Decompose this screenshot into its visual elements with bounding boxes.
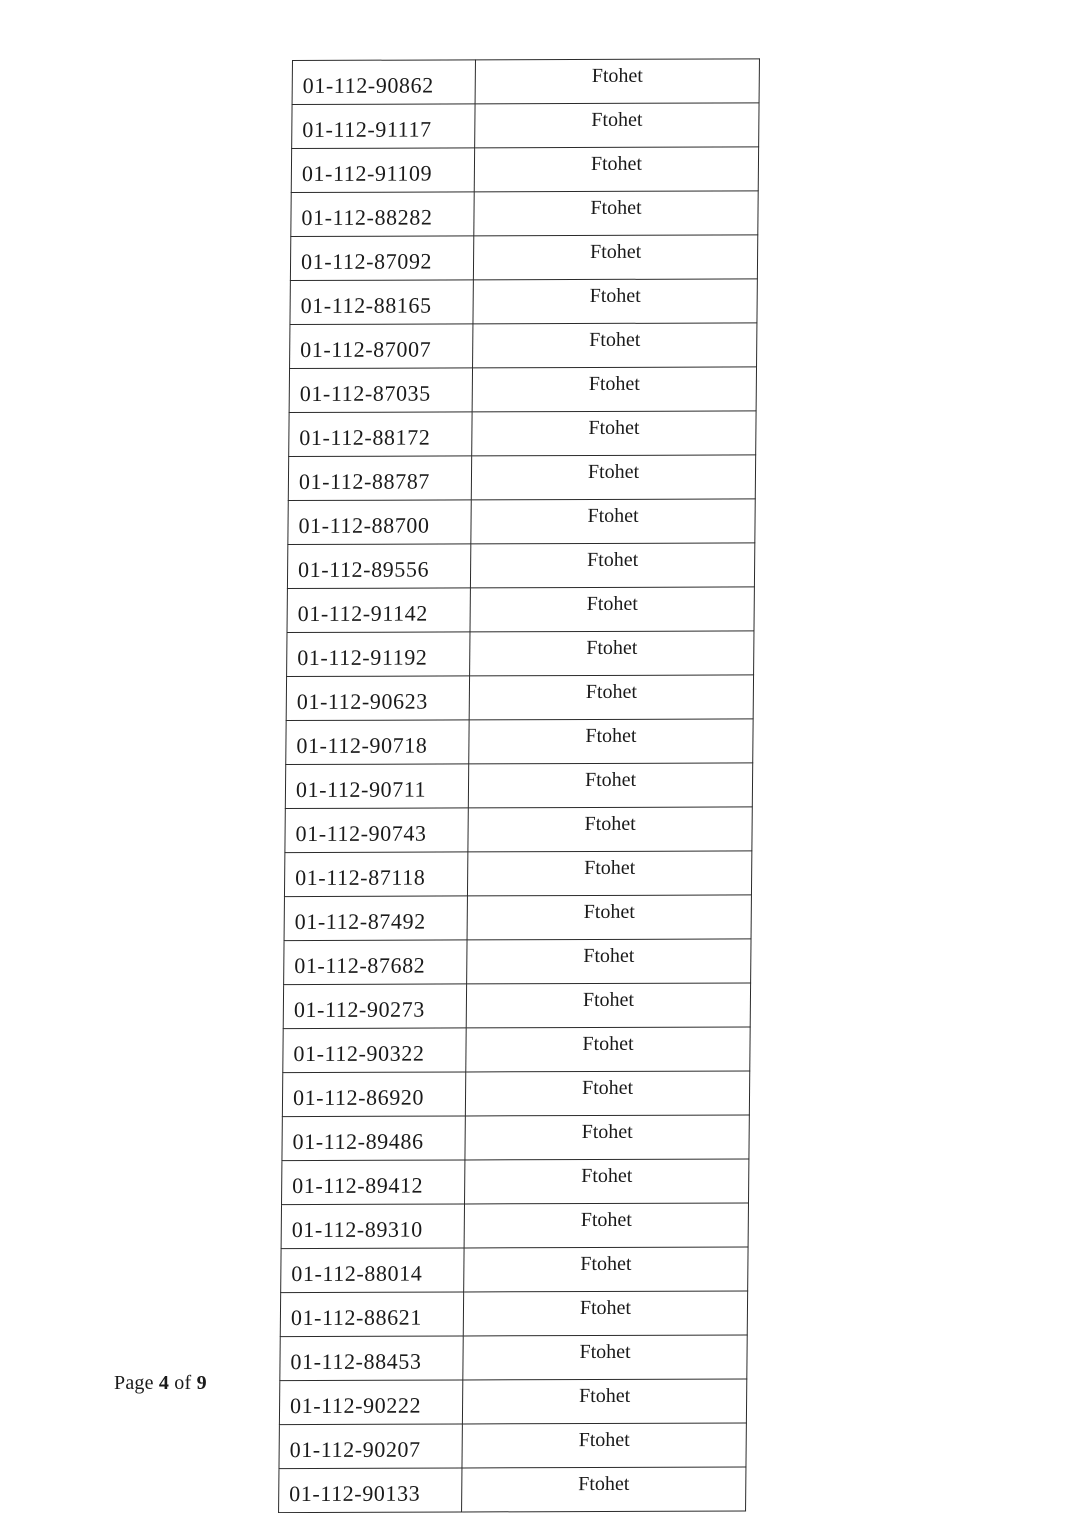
- status-cell: Ftohet: [466, 1027, 750, 1072]
- item-code-cell: 01-112-88014: [281, 1248, 464, 1293]
- table-row: [284, 895, 751, 941]
- status-cell: Ftohet: [469, 675, 753, 720]
- item-code-cell: 01-112-87118: [284, 852, 467, 897]
- total-pages-number: 9: [196, 1372, 207, 1394]
- item-code-cell: 01-112-88165: [290, 280, 473, 325]
- table-row: [292, 103, 759, 149]
- item-code-cell: 01-112-89486: [282, 1116, 465, 1161]
- status-cell: Ftohet: [466, 983, 750, 1028]
- item-code-cell: 01-112-90207: [279, 1424, 462, 1469]
- item-code-cell: 01-112-89556: [287, 544, 470, 589]
- item-code-cell: 01-112-89310: [281, 1204, 464, 1249]
- page-footer: [114, 1372, 207, 1395]
- status-cell: Ftohet: [465, 1159, 749, 1204]
- status-cell: Ftohet: [471, 499, 755, 544]
- table-row: [280, 1291, 747, 1337]
- item-code-cell: 01-112-87682: [284, 940, 467, 985]
- table-row: [288, 455, 755, 501]
- status-cell: Ftohet: [467, 895, 751, 940]
- item-code-cell: 01-112-90718: [286, 720, 469, 765]
- status-cell: Ftohet: [462, 1423, 746, 1468]
- item-code-cell: 01-112-90133: [279, 1468, 462, 1513]
- table-row: [282, 1159, 749, 1205]
- item-code-cell: 01-112-86920: [282, 1072, 465, 1117]
- status-cell: Ftohet: [473, 235, 757, 280]
- status-cell: Ftohet: [462, 1467, 746, 1512]
- table-row: [289, 411, 756, 457]
- current-page-number: 4: [158, 1372, 170, 1394]
- status-cell: Ftohet: [474, 191, 758, 236]
- table-row: [285, 763, 752, 809]
- item-code-cell: 01-112-90711: [285, 764, 468, 809]
- status-cell: Ftohet: [463, 1291, 747, 1336]
- table-row: [292, 59, 759, 105]
- table-row: [284, 851, 751, 897]
- item-code-cell: 01-112-88787: [288, 456, 471, 501]
- page-of-label: of: [174, 1372, 197, 1394]
- item-code-cell: 01-112-90743: [285, 808, 468, 853]
- table-row: [286, 675, 753, 721]
- table-row: [288, 499, 755, 545]
- table-row: [282, 1071, 749, 1117]
- item-code-cell: 01-112-91192: [287, 632, 470, 677]
- status-cell: Ftohet: [473, 323, 757, 368]
- table-row: [290, 279, 757, 325]
- status-cell: Ftohet: [464, 1247, 748, 1292]
- table-row: [280, 1335, 747, 1381]
- table-row: [279, 1423, 746, 1469]
- status-cell: Ftohet: [465, 1071, 749, 1116]
- item-code-cell: 01-112-88172: [289, 412, 472, 457]
- table-row: [281, 1247, 748, 1293]
- registry-table-body: [279, 59, 760, 1513]
- item-code-cell: 01-112-88700: [288, 500, 471, 545]
- status-cell: Ftohet: [468, 763, 752, 808]
- status-cell: Ftohet: [475, 103, 759, 148]
- status-cell: Ftohet: [474, 147, 758, 192]
- item-code-cell: 01-112-91109: [291, 148, 474, 193]
- table-row: [281, 1203, 748, 1249]
- item-code-cell: 01-112-89412: [282, 1160, 465, 1205]
- table-row: [283, 1027, 750, 1073]
- status-cell: Ftohet: [473, 279, 757, 324]
- table-row: [283, 983, 750, 1029]
- status-cell: Ftohet: [469, 719, 753, 764]
- status-cell: Ftohet: [465, 1115, 749, 1160]
- table-row: [290, 235, 757, 281]
- status-cell: Ftohet: [462, 1379, 746, 1424]
- page-label: Page: [114, 1372, 154, 1394]
- table-row: [287, 631, 754, 677]
- status-cell: Ftohet: [470, 631, 754, 676]
- status-cell: Ftohet: [463, 1335, 747, 1380]
- table-row: [286, 719, 753, 765]
- item-code-cell: 01-112-87007: [290, 324, 473, 369]
- table-row: [279, 1467, 746, 1513]
- item-code-cell: 01-112-88453: [280, 1336, 463, 1381]
- status-cell: Ftohet: [464, 1203, 748, 1248]
- item-code-cell: 01-112-87035: [289, 368, 472, 413]
- status-cell: Ftohet: [472, 411, 756, 456]
- table-row: [279, 1379, 746, 1425]
- status-cell: Ftohet: [467, 851, 751, 896]
- table-row: [285, 807, 752, 853]
- table-row: [284, 939, 751, 985]
- item-code-cell: 01-112-90623: [286, 676, 469, 721]
- table-row: [287, 587, 754, 633]
- status-cell: Ftohet: [475, 59, 759, 104]
- table-row: [287, 543, 754, 589]
- status-cell: Ftohet: [471, 455, 755, 500]
- status-cell: Ftohet: [470, 543, 754, 588]
- item-code-cell: 01-112-90862: [292, 60, 475, 105]
- item-code-cell: 01-112-90322: [283, 1028, 466, 1073]
- table-row: [289, 367, 756, 413]
- table-row: [291, 147, 758, 193]
- status-cell: Ftohet: [472, 367, 756, 412]
- item-code-cell: 01-112-87092: [290, 236, 473, 281]
- item-code-cell: 01-112-91142: [287, 588, 470, 633]
- registry-table-wrapper: [278, 58, 760, 1513]
- status-cell: Ftohet: [468, 807, 752, 852]
- status-cell: Ftohet: [470, 587, 754, 632]
- table-row: [290, 323, 757, 369]
- item-code-cell: 01-112-87492: [284, 896, 467, 941]
- item-code-cell: 01-112-88621: [280, 1292, 463, 1337]
- item-code-cell: 01-112-88282: [291, 192, 474, 237]
- table-row: [282, 1115, 749, 1161]
- table-row: [291, 191, 758, 237]
- status-cell: Ftohet: [467, 939, 751, 984]
- registry-table: [278, 58, 760, 1513]
- item-code-cell: 01-112-90222: [279, 1380, 462, 1425]
- item-code-cell: 01-112-90273: [283, 984, 466, 1029]
- item-code-cell: 01-112-91117: [292, 104, 475, 149]
